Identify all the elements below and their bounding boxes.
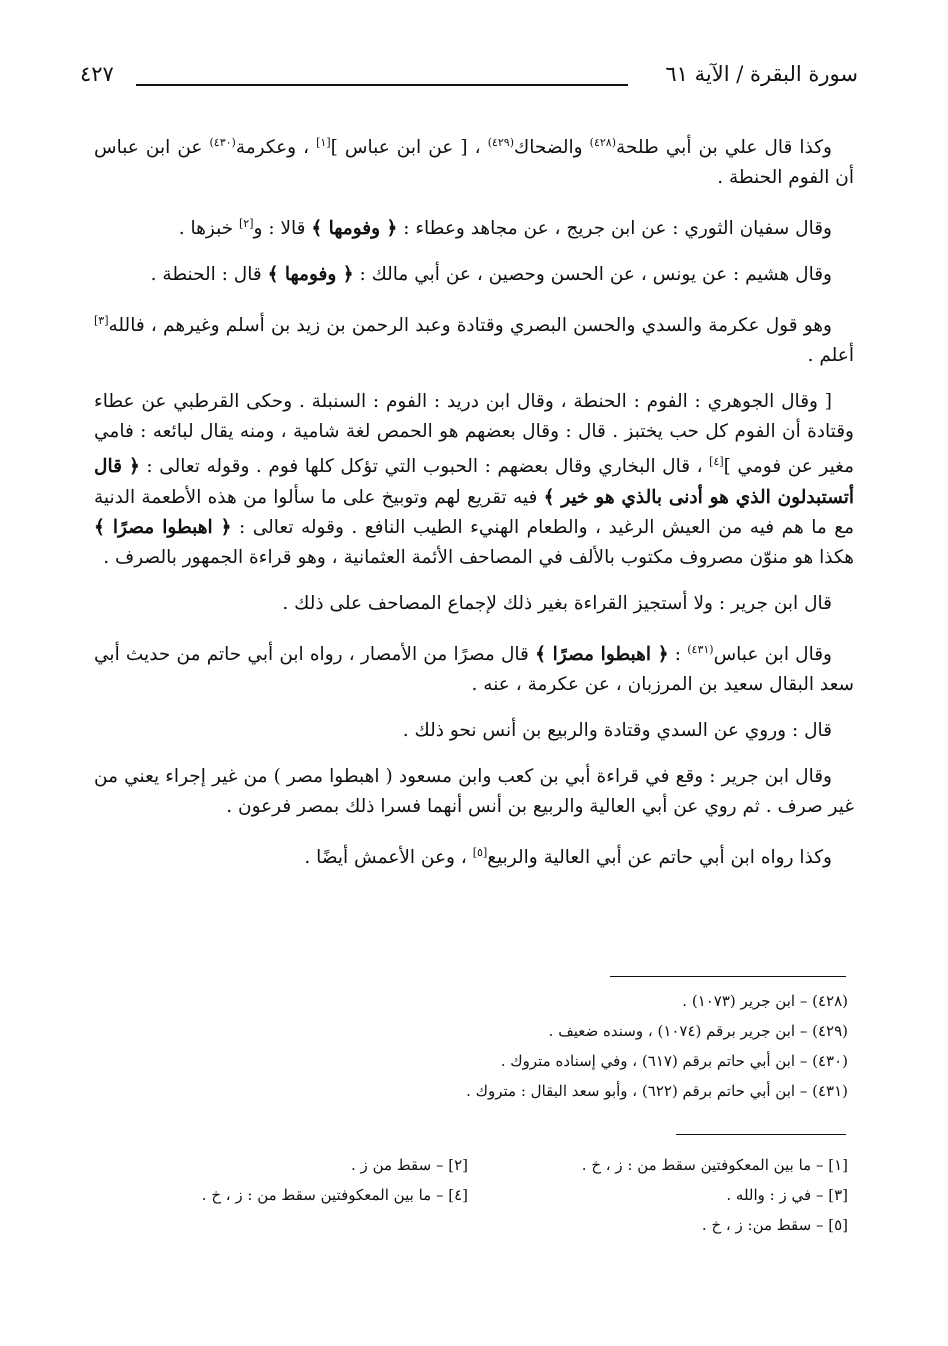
paragraph-4: وهو قول عكرمة والسدي والحسن البصري وقتادة وعبد الرحمن بن زيد بن أسلم وغيرهم ، فالله[٣] أعلم . [94, 314, 854, 367]
hadith-footnotes [108, 986, 848, 1106]
paragraph-10: وكذا رواه ابن أبي حاتم عن أبي العالية والربيع[٥] ، وعن الأعمش أيضًا . [304, 845, 832, 868]
footnote-431: (٤٣١) – ابن أبي حاتم برقم (٦٢٢) ، وأبو سعد البقال : متروك . [466, 1082, 848, 1100]
critical-apparatus [108, 1150, 848, 1240]
footnote-428: (٤٢٨) – ابن جرير (١٠٧٣) . [682, 992, 848, 1010]
apparatus-ref: [٤] [709, 455, 724, 469]
main-text [94, 128, 854, 889]
page-number: ٤٢٧ [80, 62, 114, 86]
header-rule [136, 84, 628, 86]
apparatus-ref: [٢] [239, 217, 254, 231]
paragraph-1: وكذا قال علي بن أبي طلحة$^{(٤٢٨)}$ والضحاك$^{(٤٢٩)}$ ، [ عن ابن عباس ][١] ، وعكرمة$^{(٤٣٠)}$ عن ابن عباس أن الفوم الحنطة . [94, 136, 854, 189]
footnote-429: (٤٢٩) – ابن جرير برقم (١٠٧٤) ، وسنده ضعيف . [548, 1022, 848, 1040]
apparatus-note-5: [٥] – سقط من: ز ، خ . [701, 1216, 848, 1234]
paragraph-7: وقال ابن عباس$^{(٤٣١)}$ : ﴿ اهبطوا مصرًا ﴾ قال مصرًا من الأمصار ، رواه ابن أبي حاتم من حديث أبي سعد البقال سعيد بن المرزبان ، عن عكرمة ، عنه . [94, 642, 854, 695]
apparatus-row [108, 1150, 848, 1180]
footnote-430: (٤٣٠) – ابن أبي حاتم برقم (٦١٧) ، وفي إسناده متروك . [500, 1052, 848, 1070]
apparatus-note-1: [١] – ما بين المعكوفتين سقط من : ز ، خ . [581, 1156, 848, 1174]
apparatus-note-4: [٤] – ما بين المعكوفتين سقط من : ز ، خ . [201, 1186, 468, 1204]
apparatus-note-2: [٢] – سقط من ز . [351, 1156, 468, 1174]
quran-quote: ﴿ اهبطوا مصرًا ﴾ [94, 516, 232, 538]
apparatus-note-3: [٣] – في ز : والله . [726, 1186, 848, 1204]
apparatus-separator [676, 1134, 846, 1135]
quran-quote: ﴿ وفومها ﴾ [311, 218, 398, 240]
paragraph-9: وقال ابن جرير : وقع في قراءة أبي بن كعب وابن مسعود ( اهبطوا مصر ) من غير إجراء يعني من غير صرف . ثم روي عن أبي العالية والربيع بن أنس أنهما فسرا ذلك بمصر فرعون . [94, 765, 854, 817]
footnote-ref: (٤٣١) [687, 642, 714, 656]
footnote-ref: (٤٢٩) [487, 136, 515, 149]
paragraph-5: [ وقال الجوهري : الفوم : الحنطة ، وقال ابن دريد : الفوم : السنبلة . وحكى القرطبي عن عطاء وقتادة أن الفوم كل حب يختبز . قال : وقال بعضهم هو الحمص لغة شامية ، ومنه يقال لبائعه : فامي مغير عن فومي ][٤] ، قال البخاري وقال بعضهم : الحبوب التي تؤكل كلها فوم . وقوله تعالى : ﴿ قال أتستبدلون الذي هو أدنى بالذي هو خير ﴾ فيه تقريع لهم وتوبيخ على ما سألوا من هذه الأطعمة الدنية مع ما هم فيه من العيش الرغيد ، والطعام الهنيء الطيب النافع . وقوله تعالى : ﴿ اهبطوا مصرًا ﴾ هكذا هو منوّن مصروف مكتوب بالألف في المصاحف الأئمة العثمانية ، وهو قراءة الجمهور بالصرف . [94, 391, 854, 568]
apparatus-row [108, 1210, 848, 1240]
footnote-ref: (٤٢٨) [589, 136, 616, 149]
apparatus-row [108, 1180, 848, 1210]
footnote-ref: (٤٣٠) [209, 136, 236, 149]
apparatus-ref: [٥] [472, 845, 488, 859]
apparatus-ref: [١] [316, 136, 331, 149]
paragraph-3: وقال هشيم : عن يونس ، عن الحسن وحصين ، عن أبي مالك : ﴿ وفومها ﴾ قال : الحنطة . [150, 264, 832, 286]
quran-quote: ﴿ اهبطوا مصرًا ﴾ [535, 643, 669, 665]
paragraph-8: قال : وروي عن السدي وقتادة والربيع بن أنس نحو ذلك . [402, 719, 832, 741]
paragraph-2: وقال سفيان الثوري : عن ابن جريج ، عن مجاهد وعطاء : ﴿ وفومها ﴾ قالا : و[٢] خبزها . [178, 217, 832, 240]
quran-quote: ﴿ قال أتستبدلون الذي هو أدنى بالذي هو خير ﴾ [94, 456, 854, 508]
running-header [80, 62, 858, 102]
surah-title: سورة البقرة / الآية ٦١ [665, 62, 858, 86]
footnote-separator [610, 976, 846, 977]
apparatus-ref: [٣] [94, 314, 109, 328]
quran-quote: ﴿ وفومها ﴾ [267, 264, 354, 286]
paragraph-6: قال ابن جرير : ولا أستجيز القراءة بغير ذلك لإجماع المصاحف على ذلك . [282, 592, 832, 614]
